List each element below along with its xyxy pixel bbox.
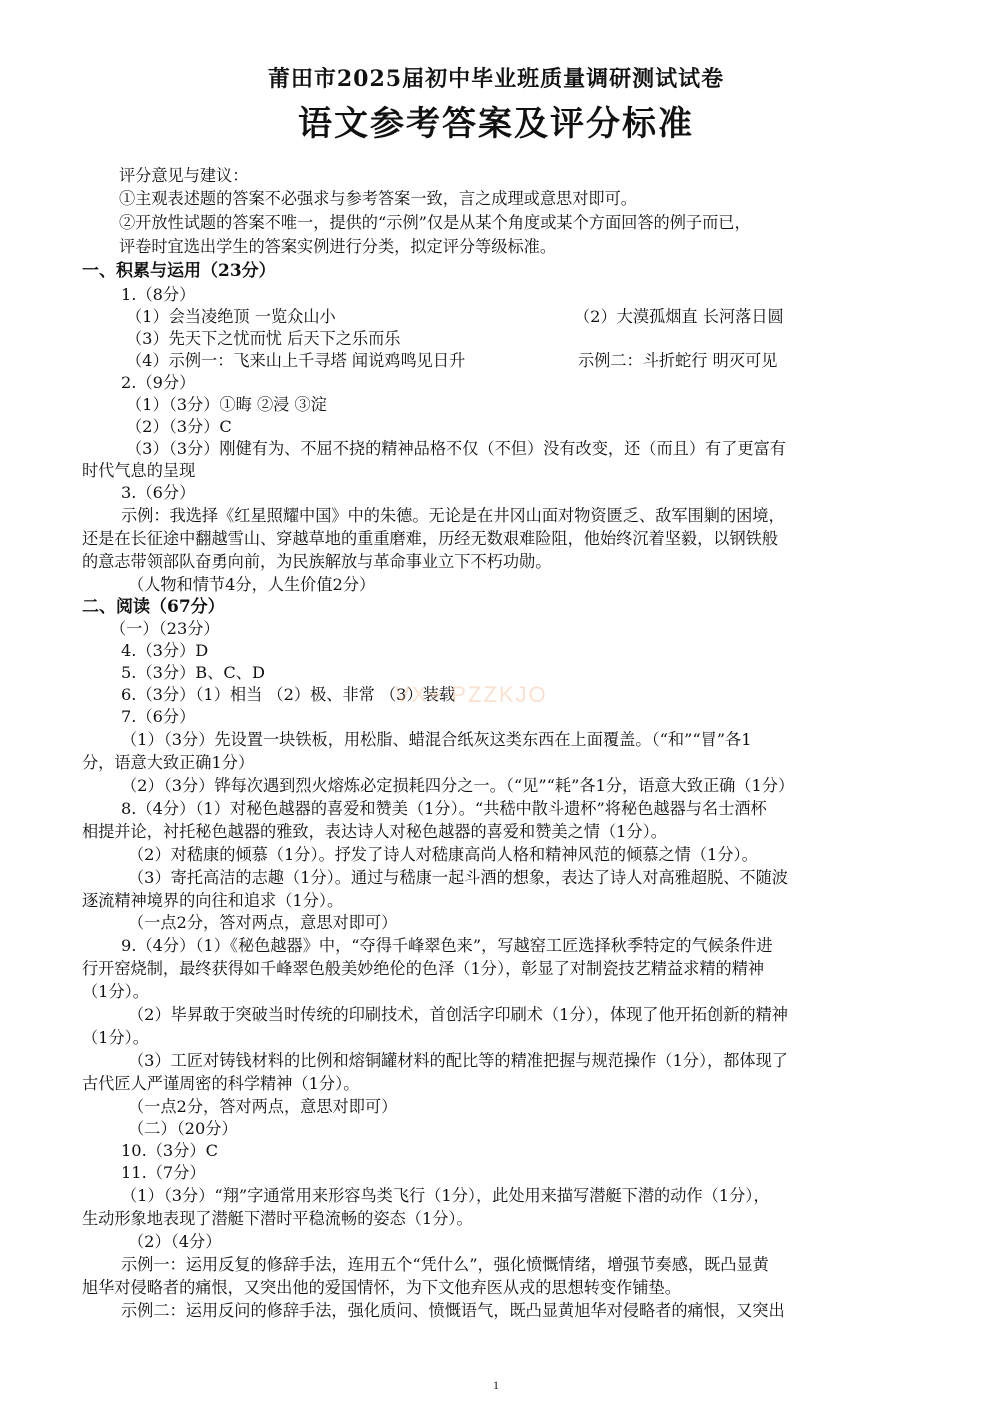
- text-line: 5.（3分）B、C、D: [121, 663, 265, 682]
- text-line: （1）（3分）“翔”字通常用来形容鸟类飞行（1分），此处用来描写潜艇下潜的动作（1分），: [121, 1186, 770, 1205]
- text-line: 相提并论，衬托秘色越器的雅致，表达诗人对秘色越器的喜爱和赞美之情（1分）。: [82, 822, 667, 841]
- text-line: 示例二：斗折蛇行 明灭可见: [578, 351, 778, 370]
- text-line: 11.（7分）: [121, 1163, 206, 1182]
- watermark-text: VX+ PZZKJO: [395, 682, 548, 707]
- text-line: （1分）。: [82, 982, 149, 1001]
- text-line: 10.（3分）C: [121, 1141, 218, 1160]
- text-line: （3）先天下之忧而忧 后天下之乐而乐: [126, 329, 401, 348]
- text-line: 逐流精神境界的向往和追求（1分）。: [82, 891, 344, 910]
- text-line: （3）工匠对铸钱材料的比例和熔铜罐材料的配比等的精准把握与规范操作（1分），都体现了: [128, 1051, 788, 1070]
- text-line: （1分）。: [82, 1028, 149, 1047]
- text-line: （4）示例一：飞来山上千寻塔 闻说鸡鸣见日升: [126, 351, 466, 370]
- section-heading: 一、积累与运用（23分）: [82, 261, 276, 281]
- text-line: （2）毕昇敢于突破当时传统的印刷技术，首创活字印刷术（1分），体现了他开拓创新的精神: [128, 1005, 788, 1024]
- text-line: 7.（6分）: [121, 707, 196, 726]
- text-line: ①主观表述题的答案不必强求与参考答案一致，言之成理或意思对即可。: [119, 189, 637, 208]
- text-line: 示例一：运用反复的修辞手法，连用五个“凭什么”，强化愤慨情绪，增强节奏感，既凸显黄: [121, 1255, 769, 1274]
- text-line: （1）会当凌绝顶 一览众山小: [126, 307, 336, 326]
- text-line: （2）（3分）C: [126, 417, 232, 436]
- text-line: 6.（3分）（1）相当 （2）极、非常 （3）装载: [121, 685, 456, 704]
- text-line: （2）（4分）: [128, 1232, 222, 1251]
- text-line: （2）大漠孤烟直 长河落日圆: [574, 307, 784, 326]
- text-line: （3）寄托高洁的志趣（1分）。通过与嵇康一起斗酒的想象，表达了诗人对高雅超脱、不随波: [128, 868, 788, 887]
- page-number: 1: [493, 1378, 499, 1392]
- exam-title: 莆田市2025届初中毕业班质量调研测试试卷: [267, 66, 725, 92]
- text-line: （2）对嵇康的倾慕（1分）。抒发了诗人对嵇康高尚人格和精神风范的倾慕之情（1分）。: [128, 845, 758, 864]
- text-line: 示例：我选择《红星照耀中国》中的朱德。无论是在井冈山面对物资匮乏、敌军围剿的困境，: [121, 506, 785, 525]
- text-line: （1）（3分）①晦 ②浸 ③淀: [126, 395, 327, 414]
- text-line: （3）（3分）刚健有为、不屈不挠的精神品格不仅（不但）没有改变，还（而且）有了更富有: [126, 439, 786, 458]
- text-line: 评卷时宜选出学生的答案实例进行分类，拟定评分等级标准。: [119, 237, 557, 256]
- text-line: 示例二：运用反问的修辞手法，强化质问、愤慨语气，既凸显黄旭华对侵略者的痛恨，又突出: [121, 1301, 785, 1320]
- text-line: （二）（20分）: [128, 1119, 238, 1138]
- text-line: 的意志带领部队奋勇向前，为民族解放与革命事业立下不朽功勋。: [82, 552, 552, 571]
- text-line: 8.（4分）（1）对秘色越器的喜爱和赞美（1分）。“共嵇中散斗遗杯”将秘色越器与名士酒杯: [121, 799, 767, 818]
- text-line: 3.（6分）: [121, 483, 196, 502]
- text-line: （一点2分，答对两点，意思对即可）: [128, 913, 398, 932]
- text-line: （一）（23分）: [110, 619, 220, 638]
- text-line: （2）（3分）铧每次遇到烈火熔炼必定损耗四分之一。（“见”“耗”各1分，语意大致正确（1分）: [121, 776, 795, 795]
- text-line: 2.（9分）: [121, 373, 196, 392]
- section-heading: 二、阅读（67分）: [82, 597, 225, 617]
- text-line: 4.（3分）D: [121, 641, 209, 660]
- text-line: 1.（8分）: [121, 285, 196, 304]
- text-line: （人物和情节4分，人生价值2分）: [128, 575, 376, 594]
- text-line: 评分意见与建议：: [119, 166, 249, 185]
- text-line: （1）（3分）先设置一块铁板，用松脂、蜡混合纸灰这类东西在上面覆盖。（“和”“冒”各1: [121, 730, 752, 749]
- text-line: 旭华对侵略者的痛恨，又突出他的爱国情怀，为下文他弃医从戎的思想转变作铺垫。: [82, 1278, 681, 1297]
- text-line: 还是在长征途中翻越雪山、穿越草地的重重磨难，历经无数艰难险阻，他始终沉着坚毅，以钢铁般: [82, 529, 779, 548]
- text-line: 古代匠人严谨周密的科学精神（1分）。: [82, 1074, 360, 1093]
- text-line: ②开放性试题的答案不唯一，提供的“示例”仅是从某个角度或某个方面回答的例子而已，: [119, 213, 751, 232]
- text-line: 生动形象地表现了潜艇下潜时平稳流畅的姿态（1分）。: [82, 1209, 473, 1228]
- text-line: （一点2分，答对两点，意思对即可）: [128, 1097, 398, 1116]
- document-subtitle: 语文参考答案及评分标准: [298, 104, 694, 144]
- text-line: 时代气息的呈现: [82, 461, 196, 480]
- text-line: 行开窑烧制，最终获得如千峰翠色般美妙绝伦的色泽（1分），彰显了对制瓷技艺精益求精的精神: [82, 959, 765, 978]
- text-line: 分，语意大致正确1分）: [82, 753, 255, 772]
- text-line: 9.（4分）（1）《秘色越器》中，“夺得千峰翠色来”，写越窑工匠选择秋季特定的气候条件进: [121, 936, 773, 955]
